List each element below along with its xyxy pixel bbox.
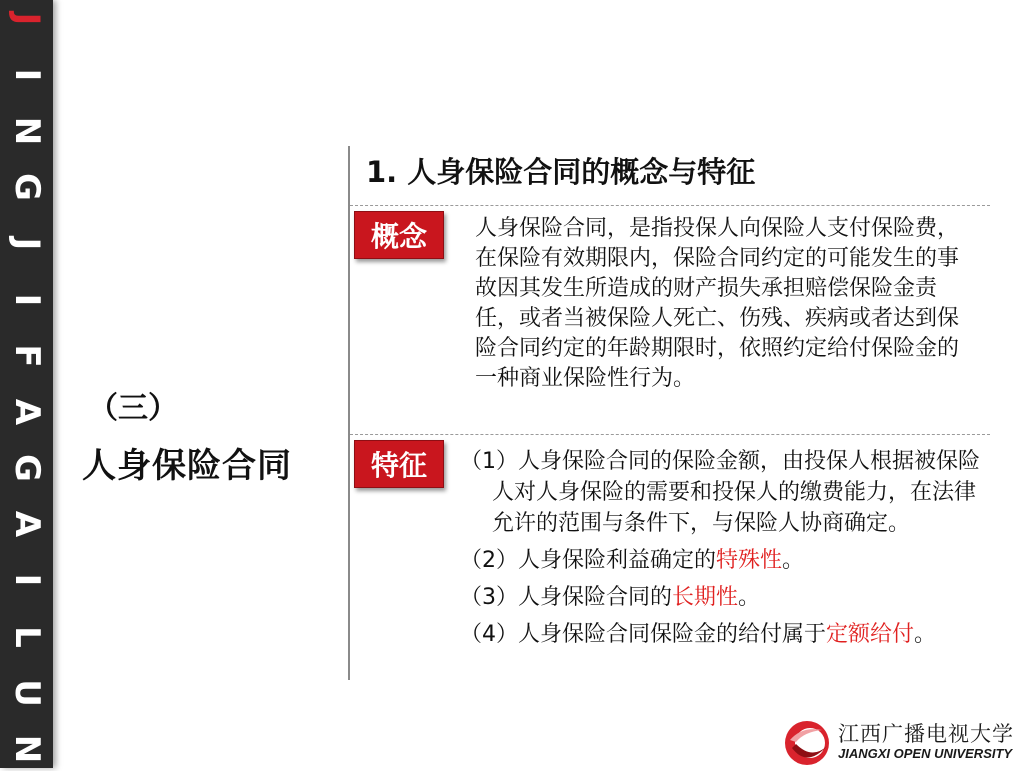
- feature-text: （2）人身保险利益确定的: [460, 548, 716, 573]
- section-title: 人身保险合同: [82, 446, 292, 486]
- side-letter: G: [6, 454, 47, 483]
- feature-text: （1）人身保险合同的保险金额，由投保人根据被保险人对人身保险的需要和投保人的缴费能力，在法律允许的范围与条件下，与保险人协商确定。: [460, 449, 980, 536]
- divider-line: [350, 434, 990, 435]
- feature-item: [460, 446, 990, 539]
- feature-text: （4）人身保险合同保险金的给付属于: [460, 622, 826, 647]
- concept-text: 人身保险合同，是指投保人向保险人支付保险费，在保险有效期限内，保险合同约定的可能发生的事故因其发生所造成的财产损失承担赔偿保险金责任，或者当被保险人死亡、伤残、疾病或者达到保险合同约定的年龄期限时，依照约定给付保险金的一种商业保险性行为。: [475, 216, 960, 391]
- section-number: （三）: [88, 391, 178, 426]
- side-letter: F: [6, 344, 47, 368]
- side-letter: N: [6, 734, 47, 764]
- logo-emblem-icon: [782, 718, 832, 768]
- vertical-divider: [348, 146, 350, 680]
- side-letter: L: [6, 625, 47, 648]
- logo-english-name: JIANGXI OPEN UNIVERSITY: [838, 746, 1013, 761]
- university-logo: [782, 716, 1020, 768]
- feature-suffix: 。: [914, 622, 937, 647]
- side-letter: I: [6, 293, 47, 307]
- side-letter: J: [6, 237, 47, 250]
- feature-suffix: 。: [738, 585, 761, 610]
- page-title: 1. 人身保险合同的概念与特征: [366, 155, 756, 189]
- feature-highlight: 长期性: [672, 585, 739, 610]
- features-list: [460, 446, 990, 656]
- divider-line: [350, 205, 990, 206]
- feature-item: [460, 545, 990, 576]
- feature-text: （3）人身保险合同的: [460, 585, 672, 610]
- side-letter: A: [6, 511, 47, 538]
- feature-item: [460, 619, 990, 650]
- side-letter: N: [6, 117, 47, 146]
- feature-suffix: 。: [782, 548, 805, 573]
- side-letter: G: [6, 173, 47, 202]
- feature-item: [460, 582, 990, 613]
- feature-highlight: 定额给付: [826, 622, 915, 647]
- feature-highlight: 特殊性: [716, 548, 783, 573]
- concept-tag: 概念: [354, 211, 444, 259]
- side-letter: I: [6, 68, 47, 82]
- features-tag: 特征: [354, 440, 444, 488]
- logo-chinese-name: 江西广播电视大学: [838, 722, 1014, 746]
- side-letter: I: [6, 574, 47, 587]
- side-letter: J: [6, 12, 47, 26]
- side-letter: U: [6, 678, 47, 707]
- side-band-letters: [0, 0, 53, 768]
- side-letter: A: [6, 398, 47, 426]
